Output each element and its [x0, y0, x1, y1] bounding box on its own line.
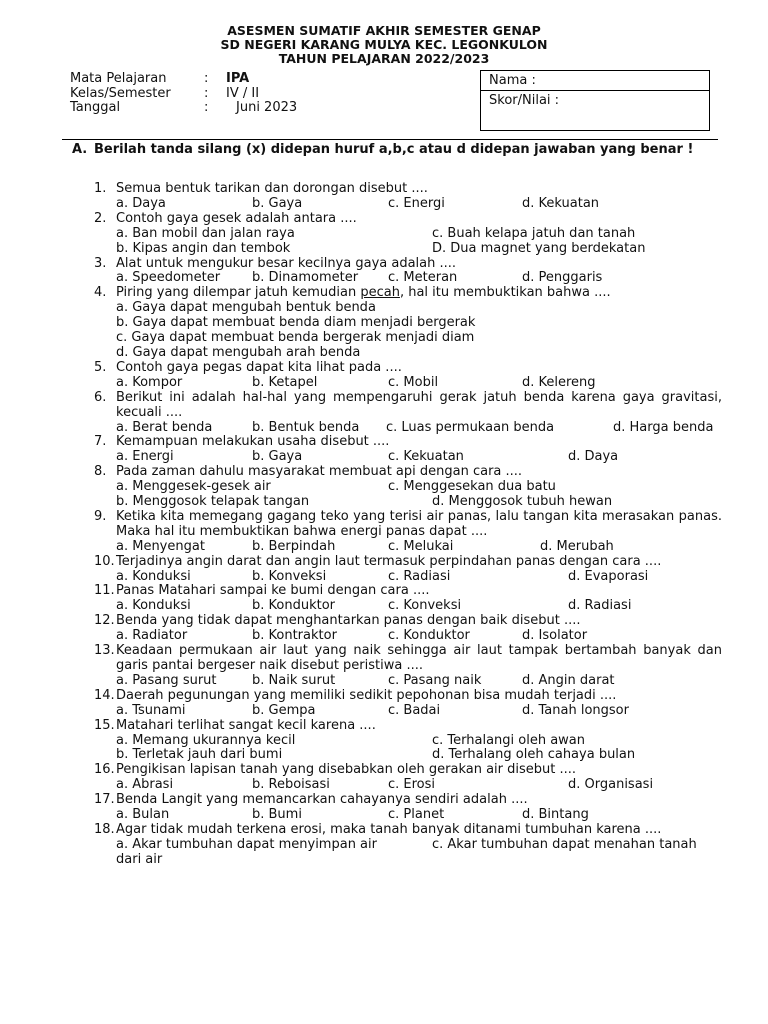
box-divider [481, 90, 709, 91]
class-label: Kelas/Semester [70, 85, 171, 101]
question-number: 13. [94, 643, 115, 659]
option-continuation: dari air [116, 851, 163, 867]
option-c[interactable]: c. Mobil [388, 374, 439, 390]
option-b[interactable]: b. Menggosok telapak tangan [116, 494, 310, 510]
score-field-label: Skor/Nilai : [489, 93, 560, 108]
question-number: 4. [94, 285, 107, 301]
option-b[interactable]: b. Reboisasi [252, 777, 330, 793]
question-number: 14. [94, 687, 115, 703]
subject-value: IPA [226, 71, 250, 86]
name-score-box[interactable] [480, 70, 710, 131]
option-a[interactable]: a. Tsunami [116, 702, 186, 718]
question-text: Piring yang dilempar jatuh kemudian pecah, hal itu membuktikan bahwa .... [116, 285, 611, 301]
question-item [94, 823, 722, 868]
option-b[interactable]: b. Gaya [252, 449, 303, 465]
question-number: 5. [94, 359, 107, 375]
question-item [94, 257, 722, 287]
option-d[interactable]: D. Dua magnet yang berdekatan [432, 240, 646, 256]
option-b[interactable]: b. Gaya dapat membuat benda diam menjadi bergerak [116, 315, 476, 331]
option-d[interactable]: d. Menggosok tubuh hewan [432, 494, 613, 510]
question-item [94, 182, 722, 212]
option-d[interactable]: d. Organisasi [568, 777, 654, 793]
question-item [94, 793, 722, 823]
date-value: Juni 2023 [236, 100, 298, 115]
option-d[interactable]: d. Gaya dapat mengubah arah benda [116, 344, 361, 360]
option-b[interactable]: b. Kipas angin dan tembok [116, 240, 291, 256]
option-d[interactable]: d. Bintang [522, 807, 589, 823]
option-c[interactable]: c. Konveksi [388, 598, 462, 614]
option-d[interactable]: d. Penggaris [522, 270, 603, 286]
option-c[interactable]: c. Energi [388, 195, 445, 211]
question-text: Kemampuan melakukan usaha disebut .... [116, 434, 390, 450]
option-c[interactable]: c. Terhalangi oleh awan [432, 732, 586, 748]
question-item [94, 361, 722, 391]
question-text: Daerah pegunungan yang memiliki sedikit pepohonan bisa mudah terjadi .... [116, 687, 617, 703]
option-d[interactable]: d. Terhalang oleh cahaya bulan [432, 747, 636, 763]
question-text: Contoh gaya gesek adalah antara .... [116, 210, 357, 226]
question-number: 15. [94, 717, 115, 733]
option-b[interactable]: b. Terletak jauh dari bumi [116, 747, 283, 763]
option-a[interactable]: a. Kompor [116, 374, 183, 390]
option-a[interactable]: a. Speedometer [116, 270, 221, 286]
option-b[interactable]: b. Kontraktor [252, 628, 337, 644]
question-item [94, 689, 722, 719]
question-item [94, 465, 722, 510]
option-a[interactable]: a. Akar tumbuhan dapat menyimpan air [116, 836, 377, 852]
option-c[interactable]: c. Radiasi [388, 568, 451, 584]
exam-header [0, 24, 768, 66]
option-d[interactable]: d. Daya [568, 449, 619, 465]
question-text: Panas Matahari sampai ke bumi dengan cara .... [116, 583, 430, 599]
option-a[interactable]: a. Daya [116, 195, 166, 211]
question-number: 11. [94, 583, 115, 599]
question-item [94, 555, 722, 585]
question-text: Keadaan permukaan air laut yang naik sehingga air laut tampak bertambah banyak dan garis pantai bergeser naik disebut peristiwa .... [116, 643, 722, 673]
question-item [94, 614, 722, 644]
option-a[interactable]: a. Pasang surut [116, 672, 217, 688]
option-c[interactable]: c. Akar tumbuhan dapat menahan tanah [432, 836, 697, 852]
question-number: 3. [94, 255, 107, 271]
question-number: 8. [94, 464, 107, 480]
question-text: Berikut ini adalah hal-hal yang mempengaruhi gerak jatuh benda karena gaya gravitasi, kecuali .... [116, 389, 722, 420]
question-item [94, 584, 722, 614]
question-number: 6. [94, 389, 107, 405]
option-c[interactable]: c. Planet [388, 807, 445, 823]
option-c[interactable]: c. Luas permukaan benda [386, 419, 555, 435]
option-d[interactable]: d. Harga benda [613, 419, 714, 435]
meta-date-row [70, 101, 297, 116]
option-a[interactable]: a. Ban mobil dan jalan raya [116, 225, 295, 241]
option-c[interactable]: c. Konduktor [388, 628, 470, 644]
option-a[interactable]: a. Gaya dapat mengubah bentuk benda [116, 300, 376, 316]
option-c[interactable]: c. Kekuatan [388, 449, 464, 465]
date-label: Tanggal [70, 100, 121, 115]
option-d[interactable]: d. Angin darat [522, 672, 615, 688]
colon: : [204, 100, 209, 115]
header-year: TAHUN PELAJARAN 2022/2023 [278, 51, 490, 66]
question-item [94, 391, 722, 436]
option-a[interactable]: a. Energi [116, 449, 174, 465]
question-text: Pengikisan lapisan tanah yang disebabkan oleh gerakan air disebut .... [116, 762, 577, 778]
option-a[interactable]: a. Konduksi [116, 598, 191, 614]
option-b[interactable]: b. Gaya [252, 195, 303, 211]
section-divider [62, 139, 718, 140]
option-b[interactable]: b. Berpindah [252, 538, 336, 554]
option-a[interactable]: a. Abrasi [116, 777, 174, 793]
option-b[interactable]: b. Konduktor [252, 598, 336, 614]
class-value: IV / II [226, 85, 260, 101]
question-text: Agar tidak mudah terkena erosi, maka tanah banyak ditanami tumbuhan karena .... [116, 821, 662, 837]
question-text: Benda yang tidak dapat menghantarkan panas dengan baik disebut .... [116, 613, 581, 629]
exam-meta [70, 72, 297, 116]
instruction-text: Berilah tanda silang (x) didepan huruf a,b,c atau d didepan jawaban yang benar ! [94, 142, 694, 157]
option-c[interactable]: c. Buah kelapa jatuh dan tanah [432, 225, 636, 241]
question-item [94, 286, 722, 361]
header-school: SD NEGERI KARANG MULYA KEC. LEGONKULON [220, 37, 548, 52]
question-number: 1. [94, 181, 107, 196]
option-d[interactable]: d. Kekuatan [522, 195, 600, 211]
meta-class-row [70, 87, 297, 102]
question-text: Contoh gaya pegas dapat kita lihat pada .... [116, 359, 402, 375]
question-number: 9. [94, 508, 107, 524]
header-title: ASESMEN SUMATIF AKHIR SEMESTER GENAP [227, 23, 541, 38]
option-b[interactable]: b. Gempa [252, 702, 316, 718]
question-number: 16. [94, 762, 115, 778]
question-item [94, 435, 722, 465]
option-d[interactable]: d. Kelereng [522, 374, 596, 390]
option-b[interactable]: b. Ketapel [252, 374, 318, 390]
option-c[interactable]: c. Melukai [388, 538, 454, 554]
section-letter: A. [72, 142, 88, 157]
option-c[interactable]: c. Gaya dapat membuat benda bergerak menjadi diam [116, 330, 475, 346]
option-d[interactable]: d. Tanah longsor [522, 702, 629, 718]
option-b[interactable]: b. Konveksi [252, 568, 327, 584]
section-instruction [72, 143, 722, 158]
question-item [94, 212, 722, 257]
option-c[interactable]: c. Erosi [388, 777, 436, 793]
meta-subject-row [70, 72, 297, 87]
question-text: Semua bentuk tarikan dan dorongan disebut .... [116, 181, 428, 196]
question-item [94, 644, 722, 689]
option-b[interactable]: b. Bentuk benda [252, 419, 360, 435]
option-d[interactable]: d. Isolator [522, 628, 588, 644]
option-a[interactable]: a. Radiator [116, 628, 188, 644]
option-a[interactable]: a. Konduksi [116, 568, 191, 584]
question-number: 18. [94, 821, 115, 837]
option-b[interactable]: b. Naik surut [252, 672, 336, 688]
question-text: Terjadinya angin darat dan angin laut termasuk perpindahan panas dengan cara .... [116, 553, 662, 569]
option-c[interactable]: c. Meteran [388, 270, 458, 286]
question-number: 2. [94, 210, 107, 226]
question-number: 17. [94, 792, 115, 808]
name-field-label: Nama : [489, 73, 536, 88]
question-text: Ketika kita memegang gagang teko yang terisi air panas, lalu tangan kita merasakan panas. Maka hal itu membuktikan bahwa energi panas dapat .... [116, 508, 722, 539]
option-b[interactable]: b. Dinamometer [252, 270, 359, 286]
question-text: Pada zaman dahulu masyarakat membuat api dengan cara .... [116, 464, 523, 480]
option-c[interactable]: c. Pasang naik [388, 672, 482, 688]
subject-label: Mata Pelajaran [70, 71, 167, 86]
question-number: 7. [94, 434, 107, 450]
option-a[interactable]: a. Memang ukurannya kecil [116, 732, 296, 748]
option-d[interactable]: d. Evaporasi [568, 568, 649, 584]
option-a[interactable]: a. Menyengat [116, 538, 205, 554]
colon: : [204, 71, 209, 86]
option-d[interactable]: d. Radiasi [568, 598, 632, 614]
question-text: Alat untuk mengukur besar kecilnya gaya adalah .... [116, 255, 457, 271]
option-c[interactable]: c. Menggesekan dua batu [388, 479, 556, 495]
question-item [94, 719, 722, 764]
option-d[interactable]: d. Merubah [540, 538, 614, 554]
option-a[interactable]: a. Berat benda [116, 419, 213, 435]
question-number: 12. [94, 613, 115, 629]
colon: : [204, 85, 209, 101]
option-a[interactable]: a. Menggesek-gesek air [116, 479, 271, 495]
option-b[interactable]: b. Bumi [252, 807, 302, 823]
question-item [94, 510, 722, 555]
option-c[interactable]: c. Badai [388, 702, 441, 718]
question-number: 10. [94, 553, 115, 569]
option-a[interactable]: a. Bulan [116, 807, 170, 823]
question-item [94, 763, 722, 793]
question-text: Matahari terlihat sangat kecil karena .... [116, 717, 376, 733]
question-list [94, 182, 722, 868]
question-text: Benda Langit yang memancarkan cahayanya sendiri adalah .... [116, 792, 528, 808]
